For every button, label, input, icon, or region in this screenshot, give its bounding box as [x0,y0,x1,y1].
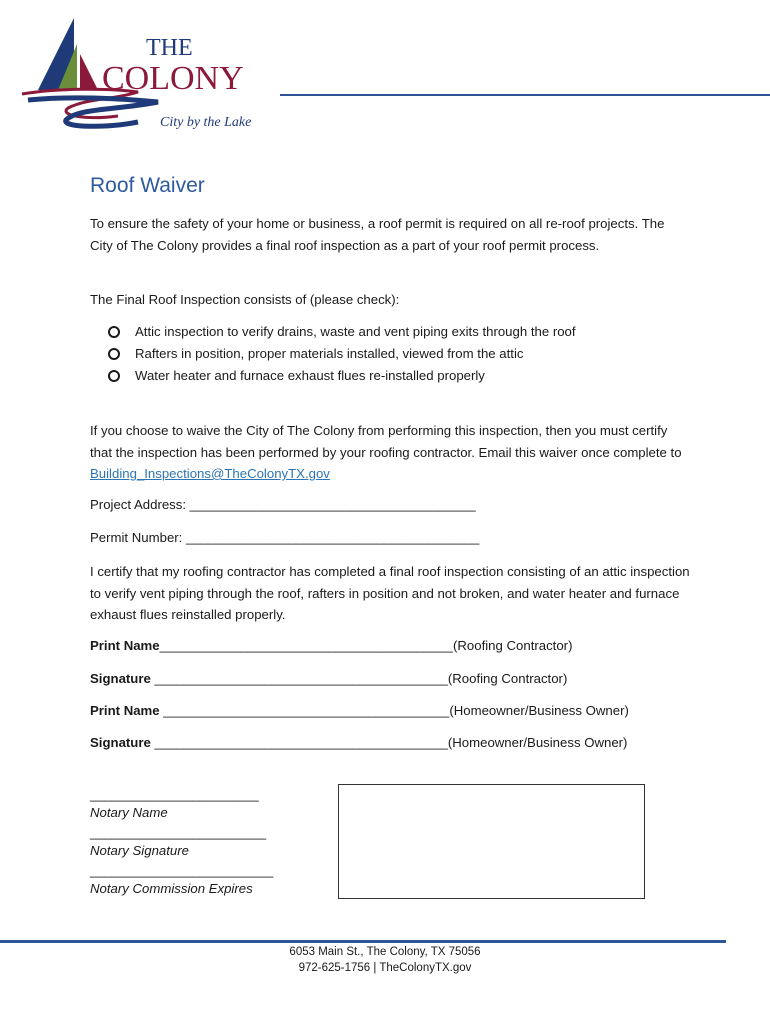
checklist-item[interactable]: Attic inspection to verify drains, waste and vent piping exits through the roof [108,321,576,343]
footer-divider [0,940,726,943]
circle-checkbox-icon[interactable] [108,348,120,360]
checklist-item[interactable]: Water heater and furnace exhaust flues re-installed properly [108,365,576,387]
permit-number-field[interactable]: Permit Number: ________________________________________ [90,530,480,545]
footer-contact: 972-625-1756 | TheColonyTX.gov [298,962,472,974]
intro-paragraph: To ensure the safety of your home or business, a roof permit is required on all re-roof projects. The City of The Colony provides a final roof inspection as a part of your roof permit process. [90,216,665,253]
checklist-heading: The Final Roof Inspection consists of (please check): [90,292,400,307]
circle-checkbox-icon[interactable] [108,370,120,382]
notary-signature-label: Notary Signature [90,843,189,858]
circle-checkbox-icon[interactable] [108,326,120,338]
contractor-print-name-row[interactable]: Print Name________________________________________(Roofing Contractor) [90,638,573,653]
notary-commission-label: Notary Commission Expires [90,881,253,896]
notary-name-line[interactable]: _______________________ [90,787,259,802]
notary-signature-line[interactable]: ________________________ [90,825,267,840]
contractor-signature-row[interactable]: Signature ________________________________________(Roofing Contractor) [90,671,568,686]
header-divider [280,94,770,96]
owner-signature-row[interactable]: Signature ________________________________________(Homeowner/Business Owner) [90,735,628,750]
logo-tagline: City by the Lake [160,115,252,130]
notary-seal-box [338,784,645,899]
footer-address: 6053 Main St., The Colony, TX 75056 [289,946,481,958]
page-title: Roof Waiver [90,174,205,197]
logo-colony: COLONY [102,60,244,97]
checklist-item[interactable]: Rafters in position, proper materials installed, viewed from the attic [108,343,576,365]
email-link[interactable]: Building_Inspections@TheColonyTX.gov [90,466,330,481]
inspection-checklist [108,321,576,387]
project-address-field[interactable]: Project Address: _______________________________________ [90,497,476,512]
waive-paragraph: If you choose to waive the City of The Colony from performing this inspection, then you must certify that the inspection has been performed by your roofing contractor. Email this waiver once complete to Building_Inspections@TheColonyTX.gov [90,423,682,481]
city-logo [18,16,270,134]
logo-the: THE [146,35,193,61]
notary-name-label: Notary Name [90,805,168,820]
notary-commission-line[interactable]: _________________________ [90,863,274,878]
certify-paragraph: I certify that my roofing contractor has completed a final roof inspection consisting of an attic inspection to verify vent piping through the roof, rafters in position and not broken, and water heater and furnace exhaust flues reinstalled properly. [90,564,690,622]
owner-print-name-row[interactable]: Print Name _______________________________________(Homeowner/Business Owner) [90,703,629,718]
